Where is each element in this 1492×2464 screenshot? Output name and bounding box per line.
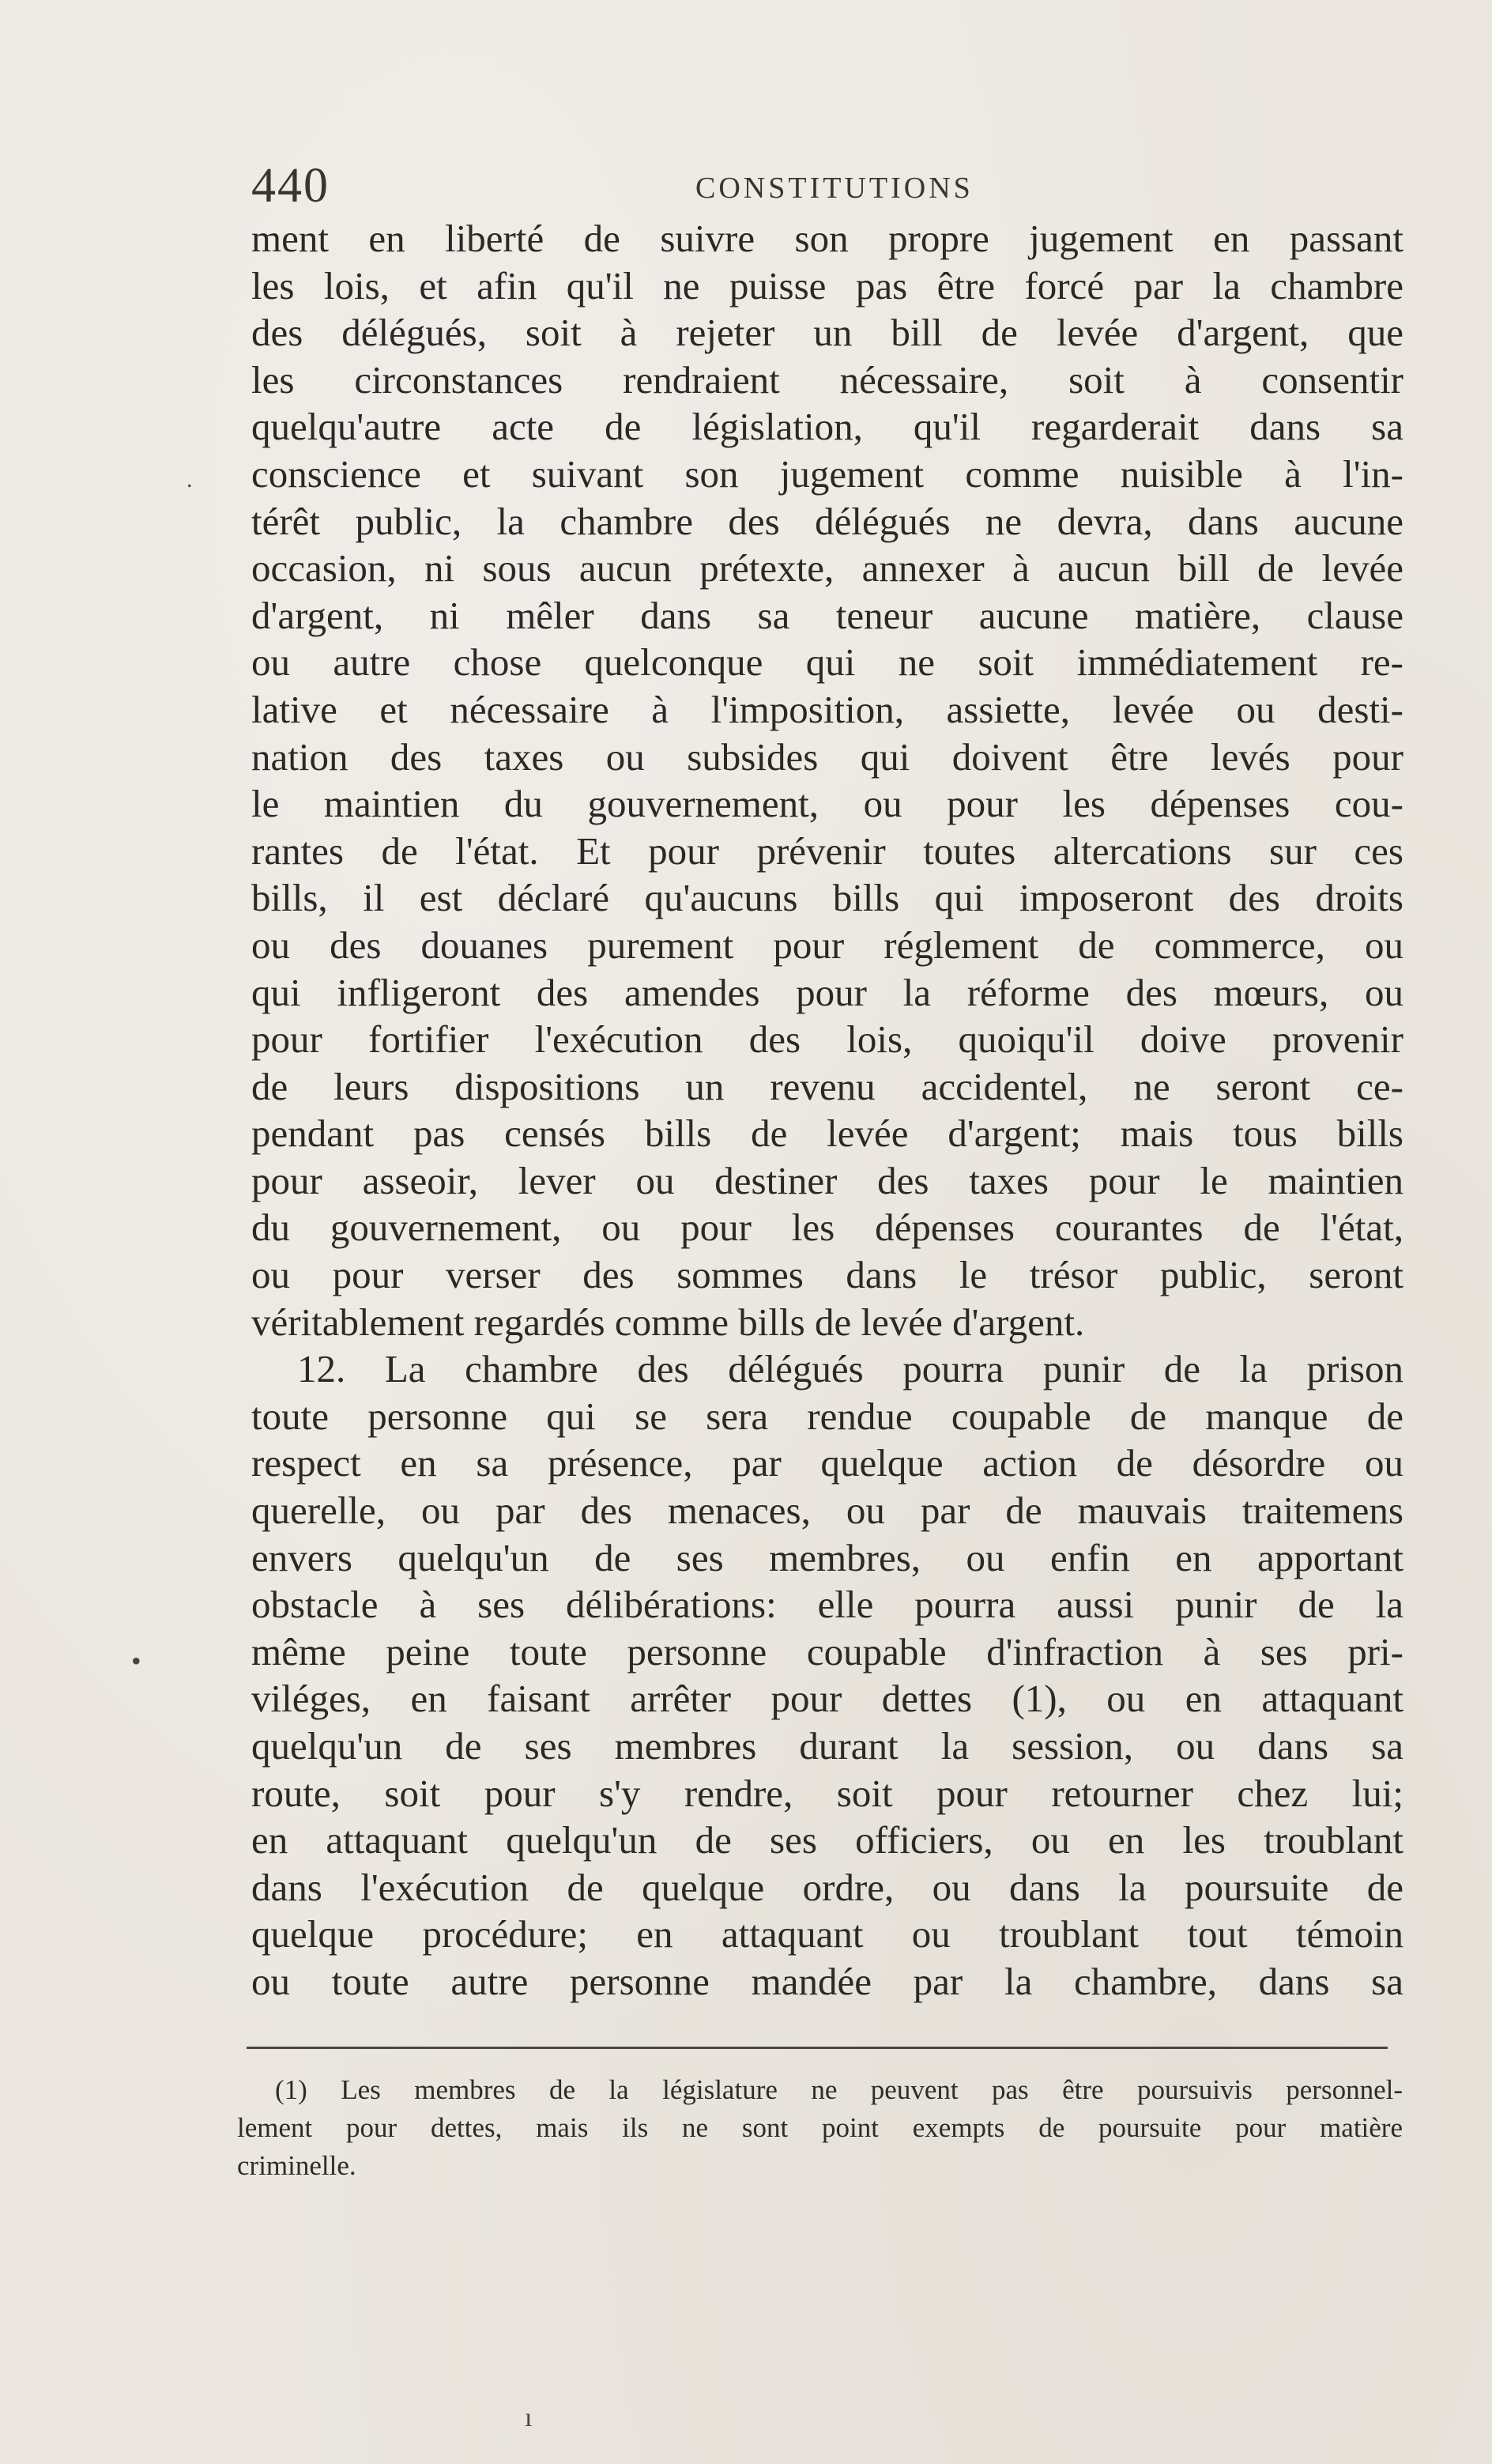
text-line: envers quelqu'un de ses membres, ou enfin en apportant	[251, 1535, 1403, 1579]
text-line: ou toute autre personne mandée par la chambre, dans sa	[251, 1959, 1403, 2003]
text-line: ou pour verser des sommes dans le trésor public, seront	[251, 1253, 1403, 1297]
page-number: 440	[251, 159, 330, 213]
text-line: quelqu'un de ses membres durant la session, ou dans sa	[251, 1724, 1403, 1768]
footnote-line: lement pour dettes, mais ils ne sont point exempts de poursuite pour matière	[237, 2112, 1403, 2143]
text-line: ment en liberté de suivre son propre jugement en passant	[251, 217, 1403, 260]
text-line: ou autre chose quelconque qui ne soit immédiatement re-	[251, 640, 1403, 685]
text-line: qui infligeront des amendes pour la réforme des mœurs, ou	[251, 970, 1403, 1014]
text-line: occasion, ni sous aucun prétexte, annexer à aucun bill de levée	[251, 546, 1403, 591]
stray-mark: .	[186, 466, 193, 492]
stray-mark: •	[131, 1645, 141, 1677]
footnote-separator-rule	[247, 2047, 1388, 2049]
text-line: des délégués, soit à rejeter un bill de levée d'argent, que	[251, 311, 1403, 355]
footnote-line: criminelle.	[237, 2150, 356, 2181]
text-line: nation des taxes ou subsides qui doivent être levés pour	[251, 734, 1403, 779]
text-line: respect en sa présence, par quelque action de désordre ou	[251, 1441, 1403, 1485]
text-line: pendant pas censés bills de levée d'argent; mais tous bills	[251, 1111, 1403, 1156]
footnote	[237, 2071, 1403, 2185]
text-line: pour asseoir, lever ou destiner des taxes pour le maintien	[251, 1158, 1403, 1202]
text-line: en attaquant quelqu'un de ses officiers, ou en les troublant	[251, 1818, 1403, 1862]
footnote-line: (1) Les membres de la législature ne peuvent pas être poursuivis personnel-	[275, 2074, 1403, 2105]
text-line: quelque procédure; en attaquant ou troublant tout témoin	[251, 1912, 1403, 1956]
text-line: viléges, en faisant arrêter pour dettes (1), ou en attaquant	[251, 1677, 1403, 1721]
text-line: rantes de l'état. Et pour prévenir toutes altercations sur ces	[251, 828, 1403, 873]
page-header	[245, 158, 1407, 213]
text-line: les circonstances rendraient nécessaire, soit à consentir	[251, 357, 1403, 402]
text-line: d'argent, ni mêler dans sa teneur aucune matière, clause	[251, 593, 1403, 637]
text-line: conscience et suivant son jugement comme nuisible à l'in-	[251, 451, 1403, 496]
text-line: lative et nécessaire à l'imposition, assiette, levée ou desti-	[251, 687, 1403, 731]
running-head: CONSTITUTIONS	[695, 172, 974, 205]
text-line: de leurs dispositions un revenu accidentel, ne seront ce-	[251, 1064, 1403, 1108]
text-line: toute personne qui se sera rendue coupable de manque de	[251, 1394, 1403, 1438]
text-line: les lois, et afin qu'il ne puisse pas être forcé par la chambre	[251, 263, 1403, 308]
text-line: le maintien du gouvernement, ou pour les dépenses cou-	[251, 782, 1403, 826]
text-line: quelqu'autre acte de législation, qu'il regarderait dans sa	[251, 405, 1403, 449]
body-text	[251, 215, 1403, 2006]
text-line: dans l'exécution de quelque ordre, ou dans la poursuite de	[251, 1865, 1403, 1909]
text-line: ou des douanes purement pour réglement de commerce, ou	[251, 923, 1403, 967]
text-line: véritablement regardés comme bills de levée d'argent.	[251, 1300, 1085, 1344]
text-line: térêt public, la chambre des délégués ne devra, dans aucune	[251, 499, 1403, 543]
section-12-first-line: 12. La chambre des délégués pourra punir de la prison	[297, 1347, 1403, 1391]
stray-mark: ı	[525, 2403, 533, 2432]
text-line: du gouvernement, ou pour les dépenses courantes de l'état,	[251, 1206, 1403, 1250]
text-line: querelle, ou par des menaces, ou par de mauvais traitemens	[251, 1489, 1403, 1533]
text-line: route, soit pour s'y rendre, soit pour retourner chez lui;	[251, 1771, 1403, 1815]
text-line: bills, il est déclaré qu'aucuns bills qui imposeront des droits	[251, 876, 1403, 920]
text-line: obstacle à ses délibérations: elle pourra aussi punir de la	[251, 1583, 1403, 1627]
text-line: pour fortifier l'exécution des lois, quoiqu'il doive provenir	[251, 1017, 1403, 1062]
text-line: même peine toute personne coupable d'infraction à ses pri-	[251, 1629, 1403, 1673]
